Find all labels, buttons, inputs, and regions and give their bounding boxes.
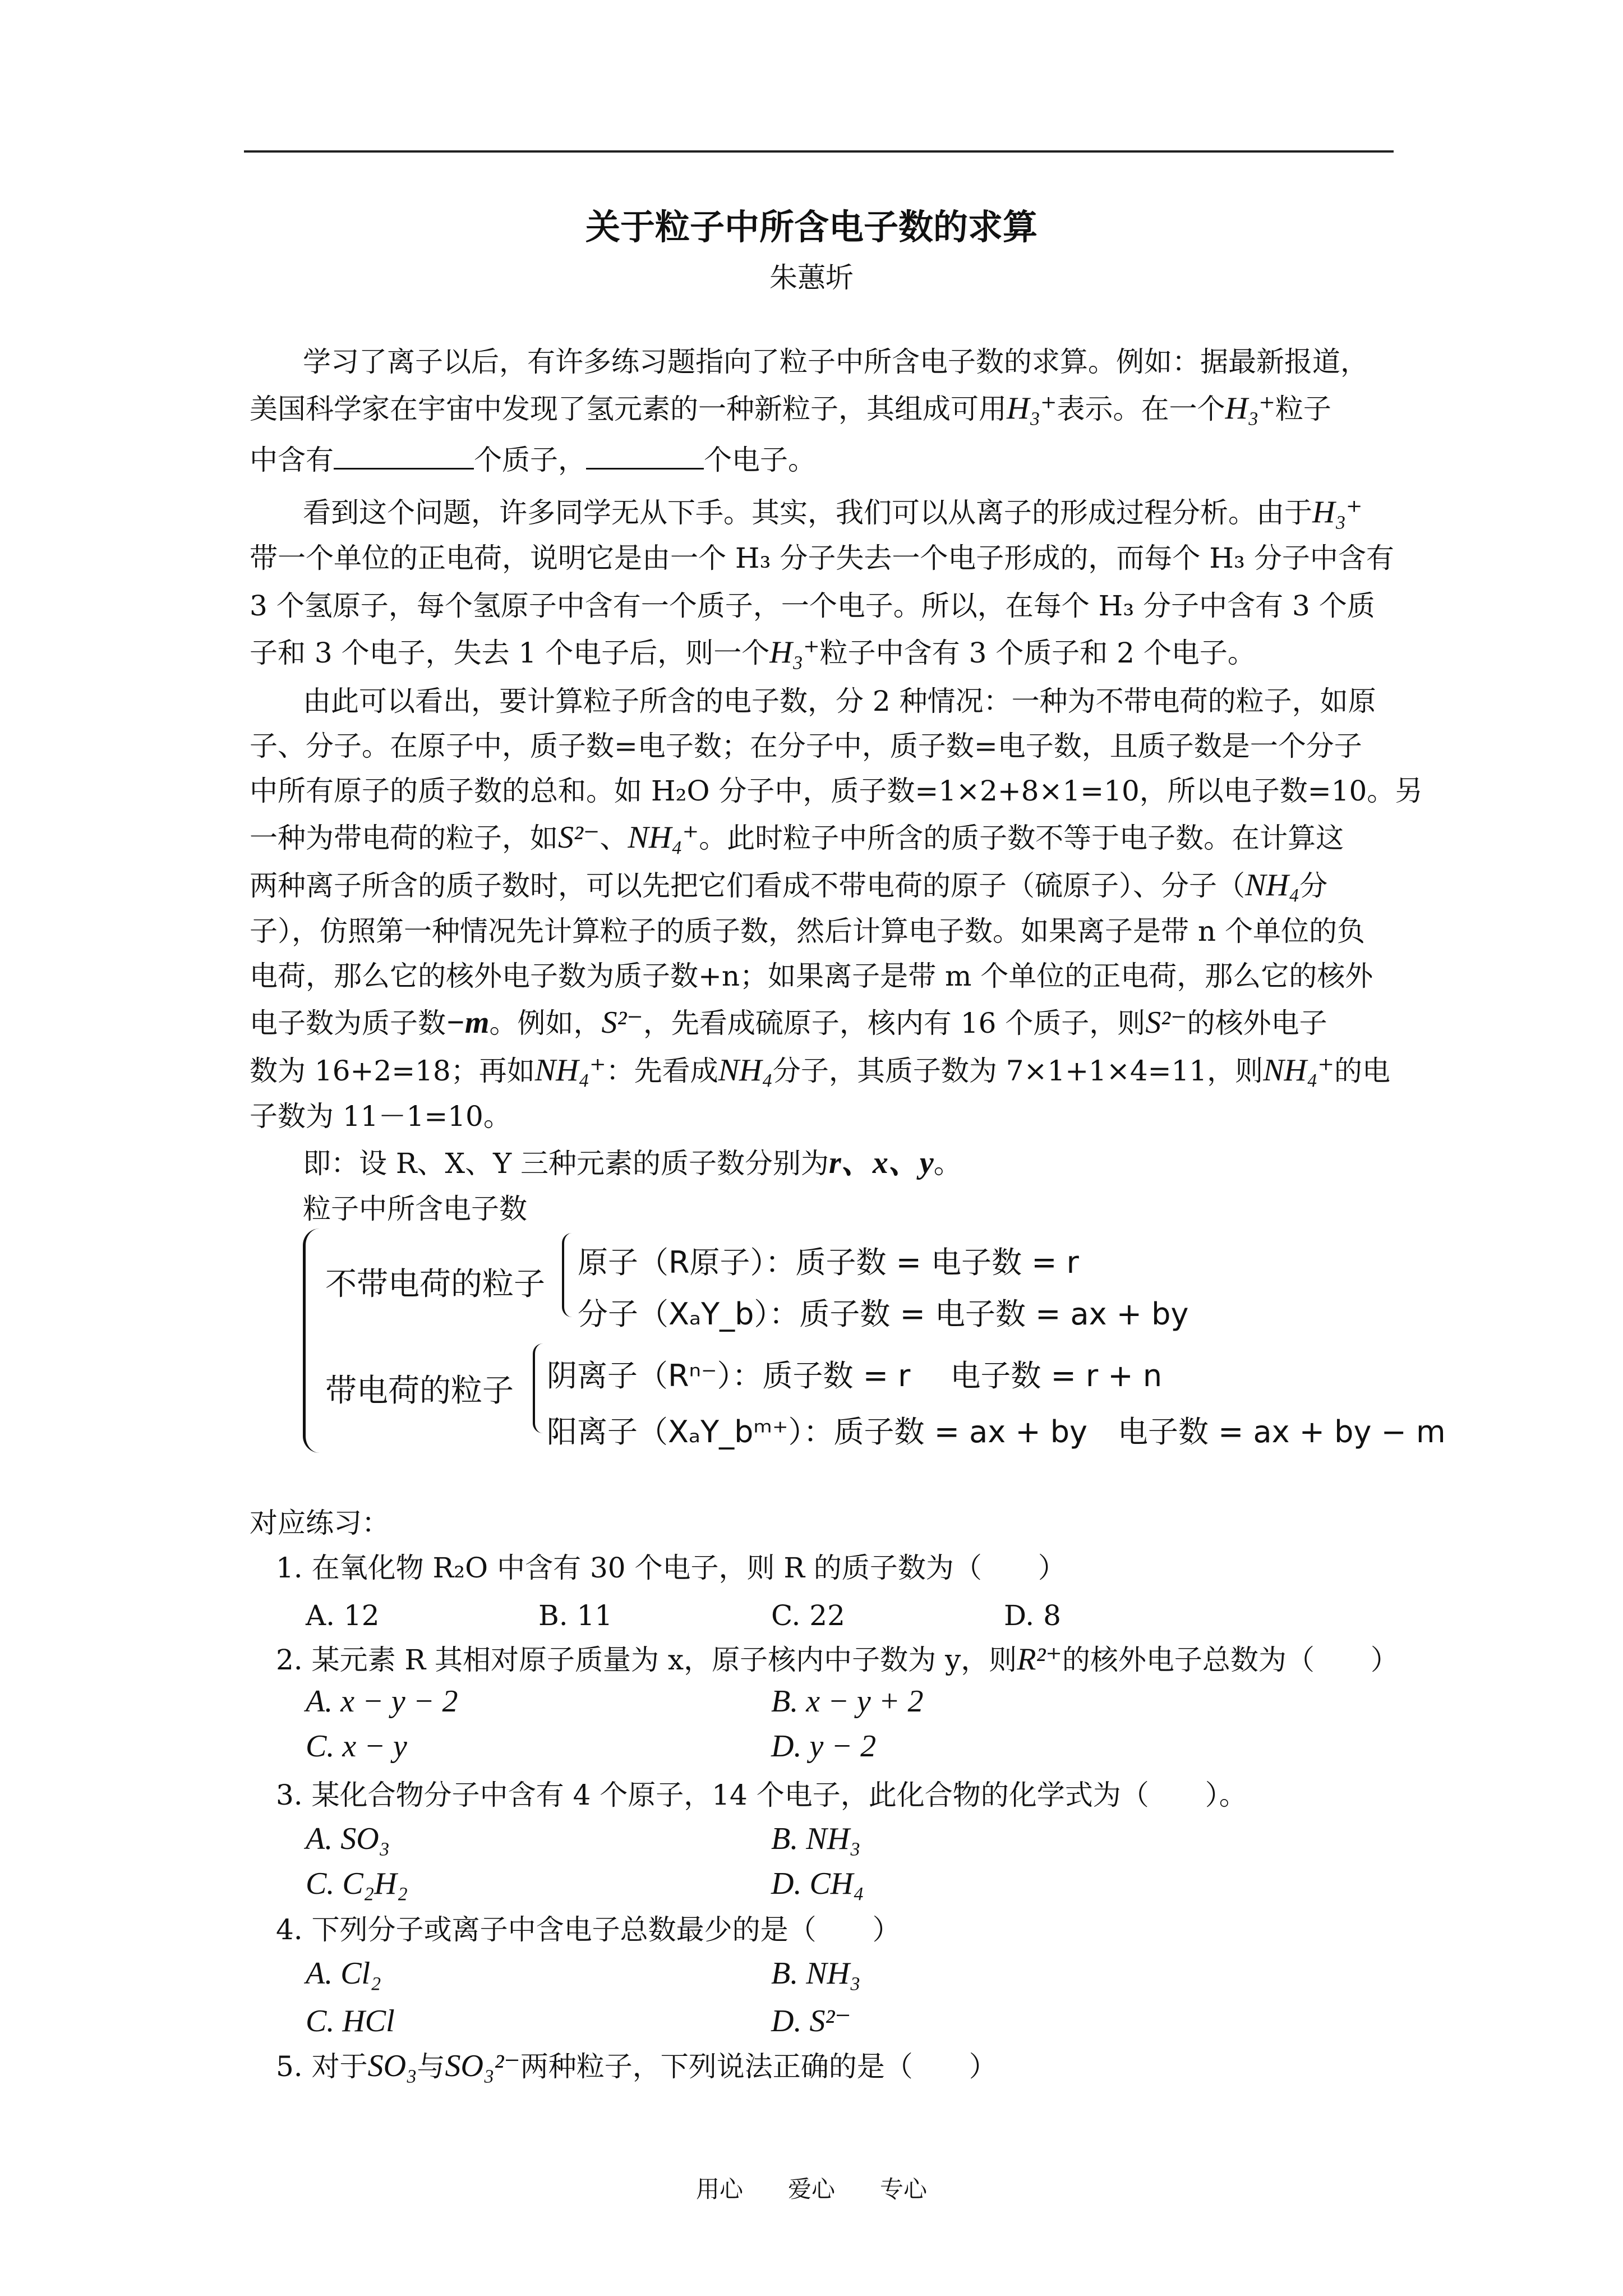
question-stem: 4. 下列分子或离子中含电子总数最少的是（ ）	[276, 1913, 901, 1946]
option-d[interactable]: D. S²⁻	[771, 2004, 851, 2039]
scheme-cation: 阳离子（XₐY_bᵐ⁺）：质子数 = ax + by 电子数 = ax + by − m	[547, 1414, 1446, 1450]
scheme-charged: 带电荷的粒子	[325, 1373, 514, 1409]
scheme-atom: 原子（R原子）：质子数 = 电子数 = r	[578, 1245, 1079, 1280]
header-rule	[244, 150, 1394, 153]
formula-s2-minus: S²⁻	[601, 1005, 643, 1040]
paragraph-line: 中含有 个质子， 个电子。	[250, 444, 816, 476]
scheme-uncharged: 不带电荷的粒子	[325, 1266, 545, 1303]
answer-blank[interactable]	[586, 443, 704, 470]
paragraph-line: 中所有原子的质子数的总和。如 H₂O 分子中，质子数=1×2+8×1=10，所以电子数=10。另	[250, 775, 1423, 807]
page-title: 关于粒子中所含电子数的求算	[585, 206, 1038, 247]
formula-nh4-plus: NH₄⁺	[1263, 1053, 1335, 1088]
option-c[interactable]: C. 22	[771, 1599, 845, 1632]
paragraph-line: 两种离子所含的质子数时，可以先把它们看成不带电荷的原子（硫原子）、分子（NH₄分	[250, 868, 1328, 903]
paragraph-line: 由此可以看出，要计算粒子所含的电子数，分 2 种情况：一种为不带电荷的粒子，如原	[303, 685, 1376, 717]
formula-h3-plus: H₃⁺	[1312, 495, 1363, 530]
option-d[interactable]: D. y − 2	[771, 1729, 877, 1764]
formula-h3-plus: H₃⁺	[769, 635, 820, 670]
option-a[interactable]: A. x − y − 2	[306, 1684, 458, 1719]
formula-so3-2minus: SO₃²⁻	[445, 2049, 520, 2083]
paragraph-line: 子数为 11－1=10。	[250, 1100, 511, 1133]
paragraph-line: 粒子中所含电子数	[303, 1193, 527, 1225]
paragraph-line: 3 个氢原子，每个氢原子中含有一个质子，一个电子。所以，在每个 H₃ 分子中含有 3 个质	[250, 590, 1375, 622]
paragraph-line: 带一个单位的正电荷，说明它是由一个 H₃ 分子失去一个电子形成的，而每个 H₃ 分子中含有	[250, 542, 1394, 574]
scheme-anion: 阴离子（Rⁿ⁻）：质子数 = r 电子数 = r + n	[547, 1358, 1163, 1393]
paragraph-line: 一种为带电荷的粒子，如S²⁻、NH₄⁺。此时粒子中所含的质子数不等于电子数。在计算这	[250, 820, 1344, 855]
paragraph-line: 子和 3 个电子，失去 1 个电子后，则一个H₃⁺粒子中含有 3 个质子和 2 个电子。	[250, 635, 1256, 670]
scheme-molecule: 分子（XₐY_b）：质子数 = 电子数 = ax + by	[578, 1296, 1189, 1332]
option-c[interactable]: C. C₂H₂	[306, 1866, 408, 1901]
option-d[interactable]: D. 8	[1004, 1599, 1061, 1632]
option-a[interactable]: A. Cl₂	[306, 1956, 381, 1991]
option-b[interactable]: B. NH₃	[771, 1821, 861, 1856]
paragraph-line: 即：设 R、X、Y 三种元素的质子数分别为r、x、y。	[303, 1145, 962, 1180]
formula-nh4: NH₄	[1245, 868, 1300, 903]
formula-minus-m: −m	[446, 1005, 490, 1040]
formula-r2-plus: R²⁺	[1017, 1642, 1062, 1677]
formula-s2-minus: S²⁻	[1145, 1005, 1187, 1040]
variables-rxy: r、x、y	[829, 1145, 934, 1180]
paragraph-line: 子），仿照第一种情况先计算粒子的质子数，然后计算电子数。如果离子是带 n 个单位的负	[250, 915, 1365, 947]
formula-nh4-plus: NH₄⁺	[628, 820, 699, 855]
paragraph-line: 数为 16+2=18；再如NH₄⁺：先看成NH₄分子，其质子数为 7×1+1×4=11，则NH₄⁺的电	[250, 1053, 1391, 1088]
option-b[interactable]: B. 11	[538, 1599, 613, 1632]
paragraph-line: 学习了离子以后，有许多练习题指向了粒子中所含电子数的求算。例如：据最新报道，	[303, 346, 1368, 378]
page-footer: 用心 爱心 专心	[695, 2175, 928, 2203]
option-a[interactable]: A. SO₃	[306, 1821, 390, 1856]
option-c[interactable]: C. x − y	[306, 1729, 407, 1764]
inner-brace	[533, 1343, 547, 1433]
question-stem: 3. 某化合物分子中含有 4 个原子，14 个电子，此化合物的化学式为（ ）。	[276, 1779, 1247, 1811]
question-stem: 5. 对于SO₃与SO₃²⁻两种粒子，下列说法正确的是（ ）	[276, 2049, 997, 2083]
formula-s2-minus: S²⁻	[558, 820, 600, 855]
option-c[interactable]: C. HCl	[306, 2004, 395, 2039]
formula-nh4: NH₄	[718, 1053, 773, 1088]
paragraph-line: 电荷，那么它的核外电子数为质子数+n；如果离子是带 m 个单位的正电荷，那么它的核外	[250, 960, 1373, 992]
option-d[interactable]: D. CH₄	[771, 1866, 864, 1901]
option-b[interactable]: B. x − y + 2	[771, 1684, 924, 1719]
paragraph-line: 子、分子。在原子中，质子数=电子数；在分子中，质子数=电子数，且质子数是一个分子	[250, 730, 1362, 762]
question-stem: 1. 在氧化物 R₂O 中含有 30 个电子，则 R 的质子数为（ ）	[276, 1552, 1066, 1584]
answer-blank[interactable]	[334, 443, 474, 470]
option-b[interactable]: B. NH₃	[771, 1956, 861, 1991]
formula-so3: SO₃	[367, 2049, 417, 2083]
option-a[interactable]: A. 12	[306, 1599, 380, 1632]
inner-brace	[562, 1233, 577, 1317]
formula-nh4-plus: NH₄⁺	[534, 1053, 606, 1088]
author-name: 朱蕙圻	[769, 261, 854, 294]
exercises-heading: 对应练习：	[250, 1507, 390, 1539]
question-stem: 2. 某元素 R 其相对原子质量为 x，原子核内中子数为 y，则R²⁺的核外电子总数为（ ）	[276, 1642, 1399, 1677]
formula-h3-plus: H₃⁺	[1007, 391, 1057, 426]
paragraph-line: 电子数为质子数−m。例如，S²⁻，先看成硫原子，核内有 16 个质子，则S²⁻的核外电子	[250, 1005, 1327, 1040]
formula-h3-plus: H₃⁺	[1225, 391, 1275, 426]
paragraph-line: 美国科学家在宇宙中发现了氢元素的一种新粒子，其组成可用H₃⁺表示。在一个H₃⁺粒子	[250, 391, 1331, 426]
paragraph-line: 看到这个问题，许多同学无从下手。其实，我们可以从离子的形成过程分析。由于H₃⁺	[303, 495, 1363, 530]
outer-brace	[303, 1228, 328, 1453]
